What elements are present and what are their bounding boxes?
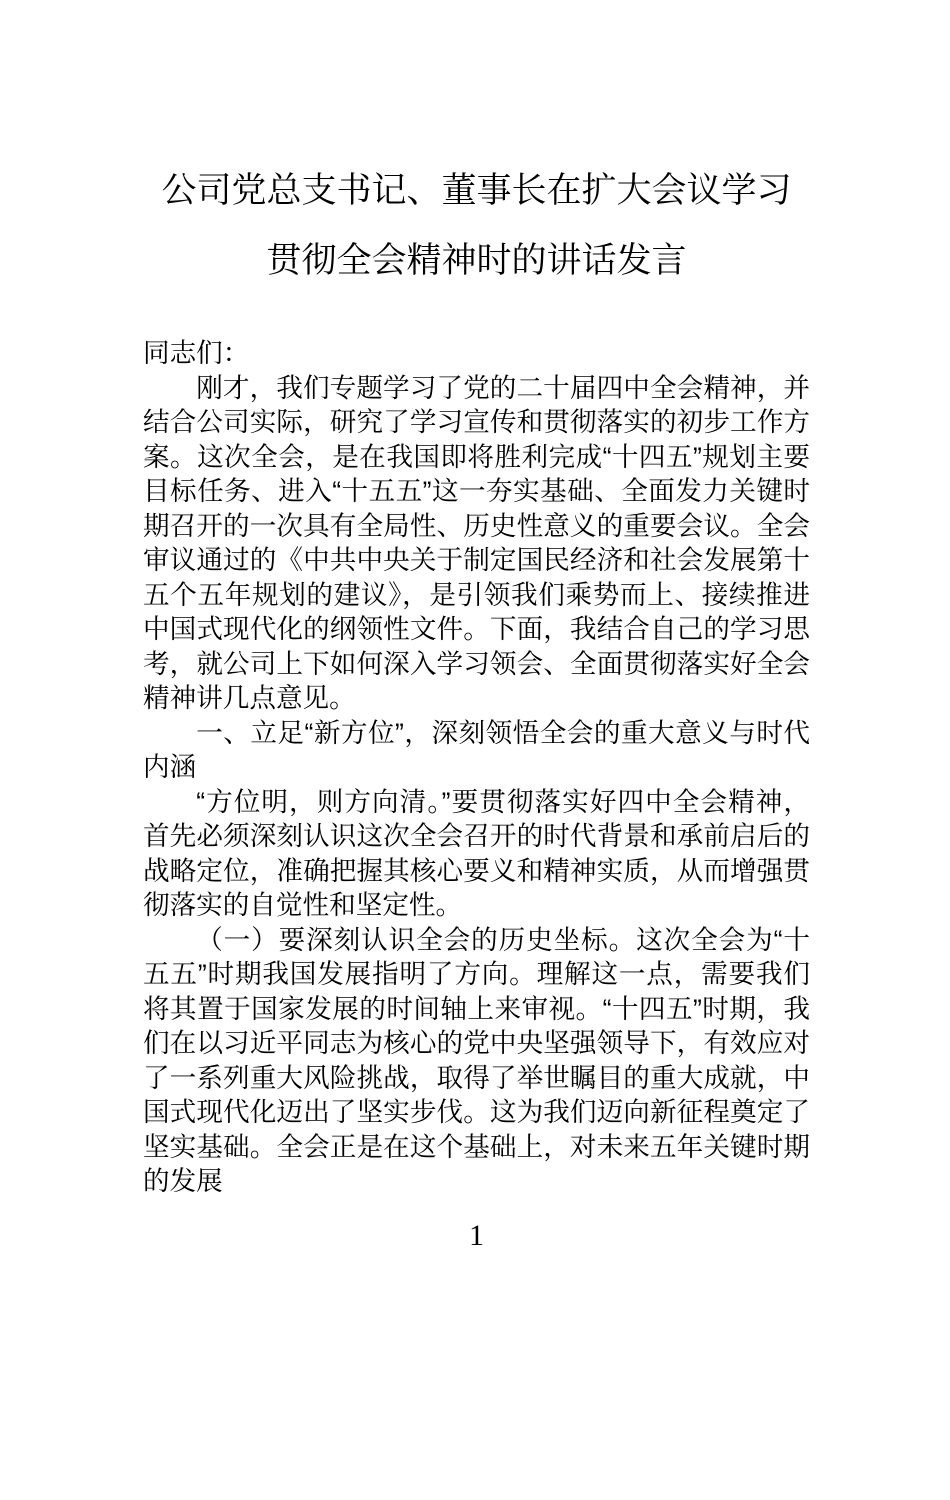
section-heading-1: 一、立足“新方位”，深刻领悟全会的重大意义与时代内涵 bbox=[143, 717, 810, 782]
paragraph-significance: “方位明，则方向清。”要贯彻落实好四中全会精神，首先必须深刻认识这次全会召开的时代背景和承前启后的战略定位，准确把握其核心要义和精神实质，从而增强贯彻落实的自觉性和坚定性。 bbox=[143, 786, 810, 920]
paragraph-opening: 刚才，我们专题学习了党的二十届四中全会精神，并结合公司实际，研究了学习宣传和贯彻落实的初步工作方案。这次全会，是在我国即将胜利完成“十四五”规划主要目标任务、进入“十五五”这一夯实基础、全面发力关键时期召开的一次具有全局性、历史性意义的重要会议。全会审议通过的《中共中央关于制定国民经济和社会发展第十五个五年规划的建议》，是引领我们乘势而上、接续推进中国式现代化的纲领性文件。下面，我结合自己的学习思考，就公司上下如何深入学习领会、全面贯彻落实好全会精神讲几点意见。 bbox=[143, 372, 810, 713]
document-title-line-1: 公司党总支书记、董事长在扩大会议学习 bbox=[161, 171, 792, 210]
document-title bbox=[143, 156, 810, 296]
document-page bbox=[0, 156, 950, 1500]
paragraph-historical-coordinates: （一）要深刻认识全会的历史坐标。这次全会为“十五五”时期我国发展指明了方向。理解这一点，需要我们将其置于国家发展的时间轴上来审视。“十四五”时期，我们在以习近平同志为核心的党中央坚强领导下，有效应对了一系列重大风险挑战，取得了举世瞩目的重大成就，中国式现代化迈出了坚实步伐。这为我们迈向新征程奠定了坚实基础。全会正是在这个基础上，对未来五年关键时期的发展 bbox=[143, 924, 810, 1196]
page-number: 1 bbox=[469, 1218, 484, 1252]
salutation: 同志们： bbox=[143, 338, 250, 368]
document-body bbox=[143, 336, 810, 1199]
document-title-line-2: 贯彻全会精神时的讲话发言 bbox=[266, 241, 687, 280]
